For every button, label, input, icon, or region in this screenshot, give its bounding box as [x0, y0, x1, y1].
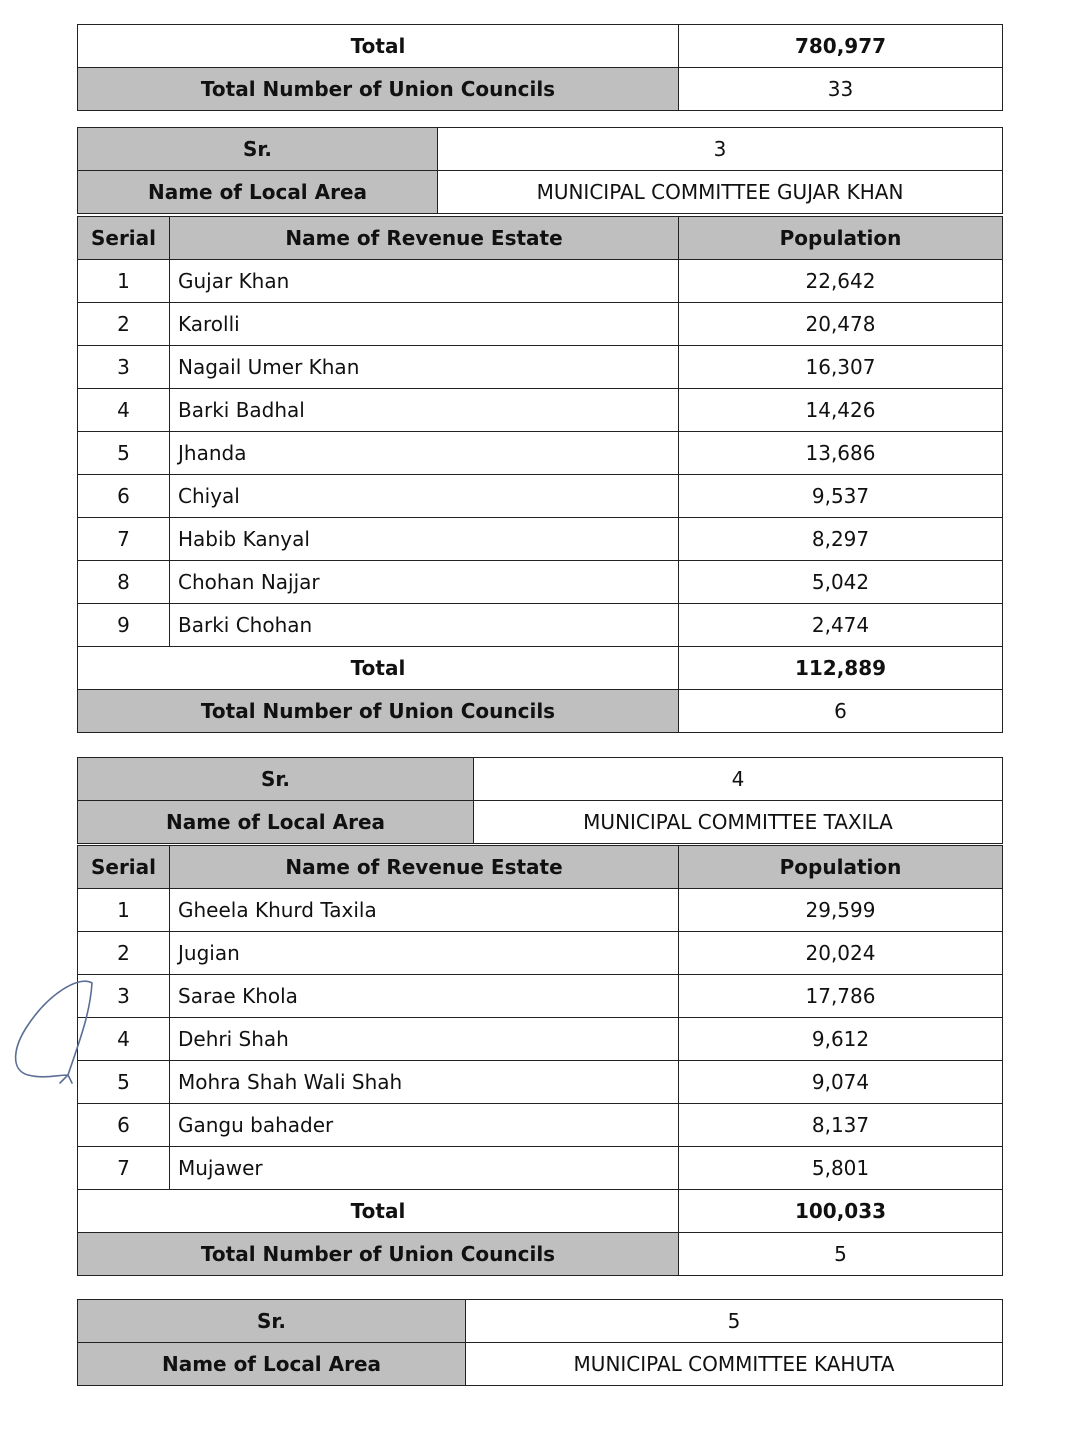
union-councils-label: Total Number of Union Councils: [78, 690, 679, 733]
population-cell: 20,024: [679, 932, 1003, 975]
serial-cell: 7: [78, 1147, 170, 1190]
sr-value: 5: [466, 1300, 1003, 1343]
population-cell: 2,474: [679, 604, 1003, 647]
population-cell: 9,537: [679, 475, 1003, 518]
population-cell: 13,686: [679, 432, 1003, 475]
estate-name-cell: Gujar Khan: [170, 260, 679, 303]
estate-name-cell: Sarae Khola: [170, 975, 679, 1018]
table-row: [78, 1061, 1003, 1104]
sr-row: [78, 1300, 1003, 1343]
serial-cell: 9: [78, 604, 170, 647]
sr-value: 3: [438, 128, 1003, 171]
serial-cell: 5: [78, 1061, 170, 1104]
total-row: [78, 1190, 1003, 1233]
total-value: 780,977: [679, 25, 1003, 68]
population-cell: 9,612: [679, 1018, 1003, 1061]
sr-label: Sr.: [78, 758, 474, 801]
serial-cell: 2: [78, 932, 170, 975]
estate-name-cell: Chiyal: [170, 475, 679, 518]
total-value: 112,889: [679, 647, 1003, 690]
serial-cell: 3: [78, 346, 170, 389]
serial-cell: 6: [78, 475, 170, 518]
union-councils-value: 6: [679, 690, 1003, 733]
local-area-label: Name of Local Area: [78, 171, 438, 214]
estate-name-cell: Gheela Khurd Taxila: [170, 889, 679, 932]
population-cell: 17,786: [679, 975, 1003, 1018]
total-label: Total: [78, 25, 679, 68]
previous-section-totals: [77, 24, 1003, 111]
serial-cell: 4: [78, 1018, 170, 1061]
table-row: [78, 1018, 1003, 1061]
column-header-serial: Serial: [78, 846, 170, 889]
union-councils-row: [78, 1233, 1003, 1276]
serial-cell: 3: [78, 975, 170, 1018]
population-cell: 14,426: [679, 389, 1003, 432]
column-header-serial: Serial: [78, 217, 170, 260]
serial-cell: 7: [78, 518, 170, 561]
table-row: [78, 346, 1003, 389]
table-row: [78, 932, 1003, 975]
table-row: [78, 432, 1003, 475]
serial-cell: 8: [78, 561, 170, 604]
local-area-value: MUNICIPAL COMMITTEE TAXILA: [474, 801, 1003, 844]
union-councils-row: [78, 68, 1003, 111]
sr-label: Sr.: [78, 128, 438, 171]
total-value: 100,033: [679, 1190, 1003, 1233]
estate-name-cell: Barki Badhal: [170, 389, 679, 432]
estate-name-cell: Dehri Shah: [170, 1018, 679, 1061]
population-cell: 9,074: [679, 1061, 1003, 1104]
population-cell: 20,478: [679, 303, 1003, 346]
serial-cell: 6: [78, 1104, 170, 1147]
population-cell: 8,297: [679, 518, 1003, 561]
serial-cell: 1: [78, 889, 170, 932]
local-area-row: [78, 1343, 1003, 1386]
population-cell: 5,042: [679, 561, 1003, 604]
union-councils-value: 33: [679, 68, 1003, 111]
table-row: [78, 475, 1003, 518]
table-row: [78, 975, 1003, 1018]
local-area-label: Name of Local Area: [78, 1343, 466, 1386]
column-header-name: Name of Revenue Estate: [170, 846, 679, 889]
table-row: [78, 1147, 1003, 1190]
table-header-row: [78, 846, 1003, 889]
table-row: [78, 389, 1003, 432]
estate-name-cell: Mujawer: [170, 1147, 679, 1190]
population-cell: 22,642: [679, 260, 1003, 303]
sr-row: [78, 758, 1003, 801]
estate-name-cell: Jugian: [170, 932, 679, 975]
local-area-header-kahuta: [77, 1299, 1003, 1386]
local-area-value: MUNICIPAL COMMITTEE KAHUTA: [466, 1343, 1003, 1386]
revenue-estates-table-gujar-khan: [77, 216, 1003, 733]
population-cell: 8,137: [679, 1104, 1003, 1147]
handwritten-signature-mark: [8, 975, 98, 1090]
table-row: [78, 260, 1003, 303]
column-header-population: Population: [679, 217, 1003, 260]
local-area-row: [78, 801, 1003, 844]
serial-cell: 2: [78, 303, 170, 346]
column-header-name: Name of Revenue Estate: [170, 217, 679, 260]
union-councils-label: Total Number of Union Councils: [78, 68, 679, 111]
estate-name-cell: Karolli: [170, 303, 679, 346]
serial-cell: 4: [78, 389, 170, 432]
serial-cell: 5: [78, 432, 170, 475]
population-cell: 29,599: [679, 889, 1003, 932]
population-cell: 16,307: [679, 346, 1003, 389]
total-label: Total: [78, 1190, 679, 1233]
estate-name-cell: Barki Chohan: [170, 604, 679, 647]
sr-label: Sr.: [78, 1300, 466, 1343]
table-row: [78, 303, 1003, 346]
table-row: [78, 604, 1003, 647]
local-area-header-taxila: [77, 757, 1003, 844]
estate-name-cell: Nagail Umer Khan: [170, 346, 679, 389]
union-councils-row: [78, 690, 1003, 733]
local-area-value: MUNICIPAL COMMITTEE GUJAR KHAN: [438, 171, 1003, 214]
table-row: [78, 518, 1003, 561]
estate-name-cell: Jhanda: [170, 432, 679, 475]
local-area-header-gujar-khan: [77, 127, 1003, 214]
serial-cell: 1: [78, 260, 170, 303]
table-row: [78, 1104, 1003, 1147]
sr-value: 4: [474, 758, 1003, 801]
total-row: [78, 25, 1003, 68]
union-councils-value: 5: [679, 1233, 1003, 1276]
population-cell: 5,801: [679, 1147, 1003, 1190]
local-area-label: Name of Local Area: [78, 801, 474, 844]
estate-name-cell: Mohra Shah Wali Shah: [170, 1061, 679, 1104]
table-row: [78, 561, 1003, 604]
total-label: Total: [78, 647, 679, 690]
local-area-row: [78, 171, 1003, 214]
sr-row: [78, 128, 1003, 171]
total-row: [78, 647, 1003, 690]
estate-name-cell: Gangu bahader: [170, 1104, 679, 1147]
table-header-row: [78, 217, 1003, 260]
column-header-population: Population: [679, 846, 1003, 889]
estate-name-cell: Chohan Najjar: [170, 561, 679, 604]
table-row: [78, 889, 1003, 932]
revenue-estates-table-taxila: [77, 845, 1003, 1276]
union-councils-label: Total Number of Union Councils: [78, 1233, 679, 1276]
estate-name-cell: Habib Kanyal: [170, 518, 679, 561]
